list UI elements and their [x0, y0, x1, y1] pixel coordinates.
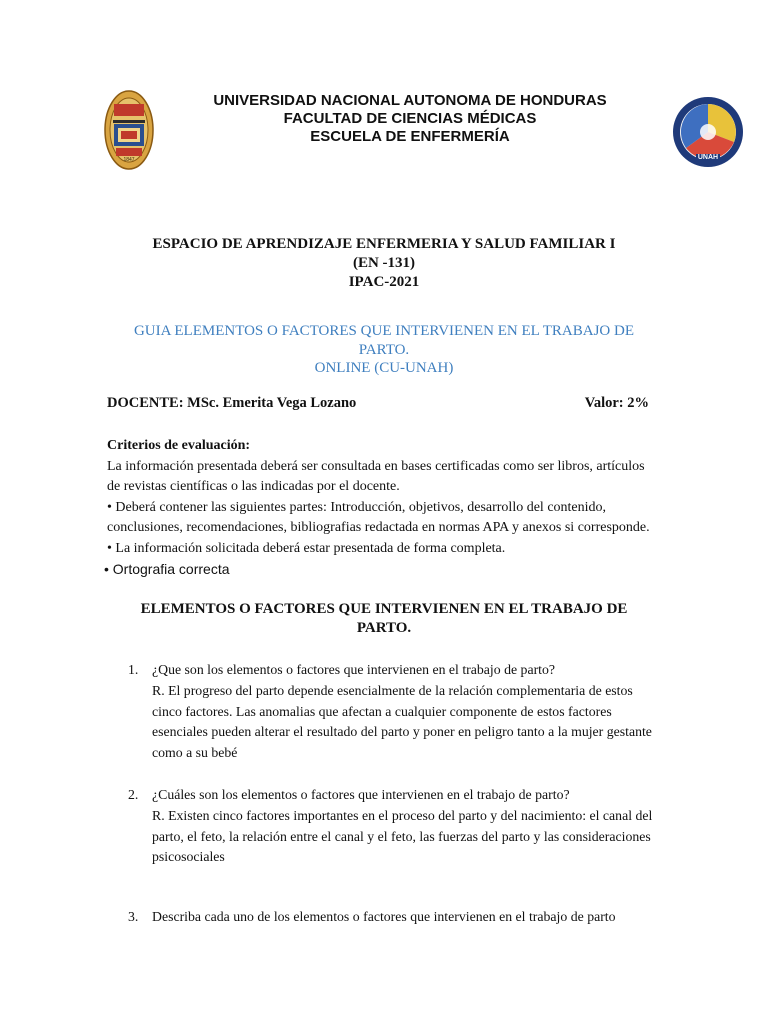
question-text: ¿Que son los elementos o factores que intervienen en el trabajo de parto?	[152, 662, 556, 677]
criteria-title: Criterios de evaluación:	[107, 438, 251, 453]
course-period: IPAC-2021	[348, 274, 420, 290]
question-item	[128, 660, 658, 764]
course-block	[120, 235, 648, 292]
question-text: Describa cada uno de los elementos o factores que intervienen en el trabajo de parto	[152, 909, 616, 924]
question-text: ¿Cuáles son los elementos o factores que intervienen en el trabajo de parto?	[152, 787, 570, 802]
answer-text: R. Existen cinco factores importantes en el proceso del parto y del nacimiento: el canal del parto, el feto, la relación entre el canal y el feto, las fuerzas del parto y las consideraciones psicosociales	[152, 807, 653, 865]
question-number: 3.	[128, 909, 139, 924]
criteria-paragraph-4: • Ortografia correcta	[104, 561, 230, 577]
criteria-paragraph-3: • La información solicitada deberá estar presentada de forma completa.	[107, 540, 506, 556]
header-university: UNIVERSIDAD NACIONAL AUTONOMA DE HONDURAS	[213, 92, 607, 109]
answer-text: R. El progreso del parto depende esencialmente de la relación complementaria de estos cinco factores. Las anomalias que afectan a cualquier componente de estos factores esenciales pueden alterar el resultado del parto y poner en peligro tanto a la mujer gestante como a su bebé	[152, 682, 652, 761]
university-header	[160, 92, 660, 146]
section-title-line2: PARTO.	[356, 620, 412, 636]
course-name: ESPACIO DE APRENDIZAJE ENFERMERIA Y SALUD FAMILIAR I	[152, 236, 616, 252]
header-school: ESCUELA DE ENFERMERÍA	[310, 128, 510, 145]
question-number: 2.	[128, 787, 139, 802]
criteria-section	[104, 436, 657, 580]
question-item	[128, 785, 658, 868]
docente-label: DOCENTE: MSc. Emerita Vega Lozano	[107, 395, 357, 411]
criteria-paragraph-2: • Deberá contener las siguientes partes: Introducción, objetivos, desarrollo del contenido, conclusiones, recomendaciones, bibliografias redactada en normas APA y anexos si corresponde.	[107, 499, 650, 535]
course-code: (EN -131)	[352, 255, 416, 271]
seal-year: 1847	[123, 157, 135, 163]
criteria-paragraph-1: La información presentada deberá ser consultada en bases certificadas como ser libros, artículos de revistas científicas o las indicadas por el docente.	[107, 458, 645, 494]
docente-row	[107, 395, 651, 412]
unah-logo-text: UNAH	[697, 154, 719, 161]
section-title-line1: ELEMENTOS O FACTORES QUE INTERVIENEN EN EL TRABAJO DE	[140, 601, 628, 617]
header-faculty: FACULTAD DE CIENCIAS MÉDICAS	[283, 110, 537, 127]
guide-title	[112, 322, 656, 378]
valor-label: Valor: 2%	[584, 395, 649, 411]
guide-title-line1: GUIA ELEMENTOS O FACTORES QUE INTERVIENEN EN EL TRABAJO DE	[133, 323, 635, 339]
question-number: 1.	[128, 662, 139, 677]
guide-title-line2: PARTO.	[358, 341, 410, 358]
section-title	[112, 600, 656, 638]
question-item	[128, 907, 658, 928]
guide-modality: ONLINE (CU-UNAH)	[314, 360, 454, 376]
